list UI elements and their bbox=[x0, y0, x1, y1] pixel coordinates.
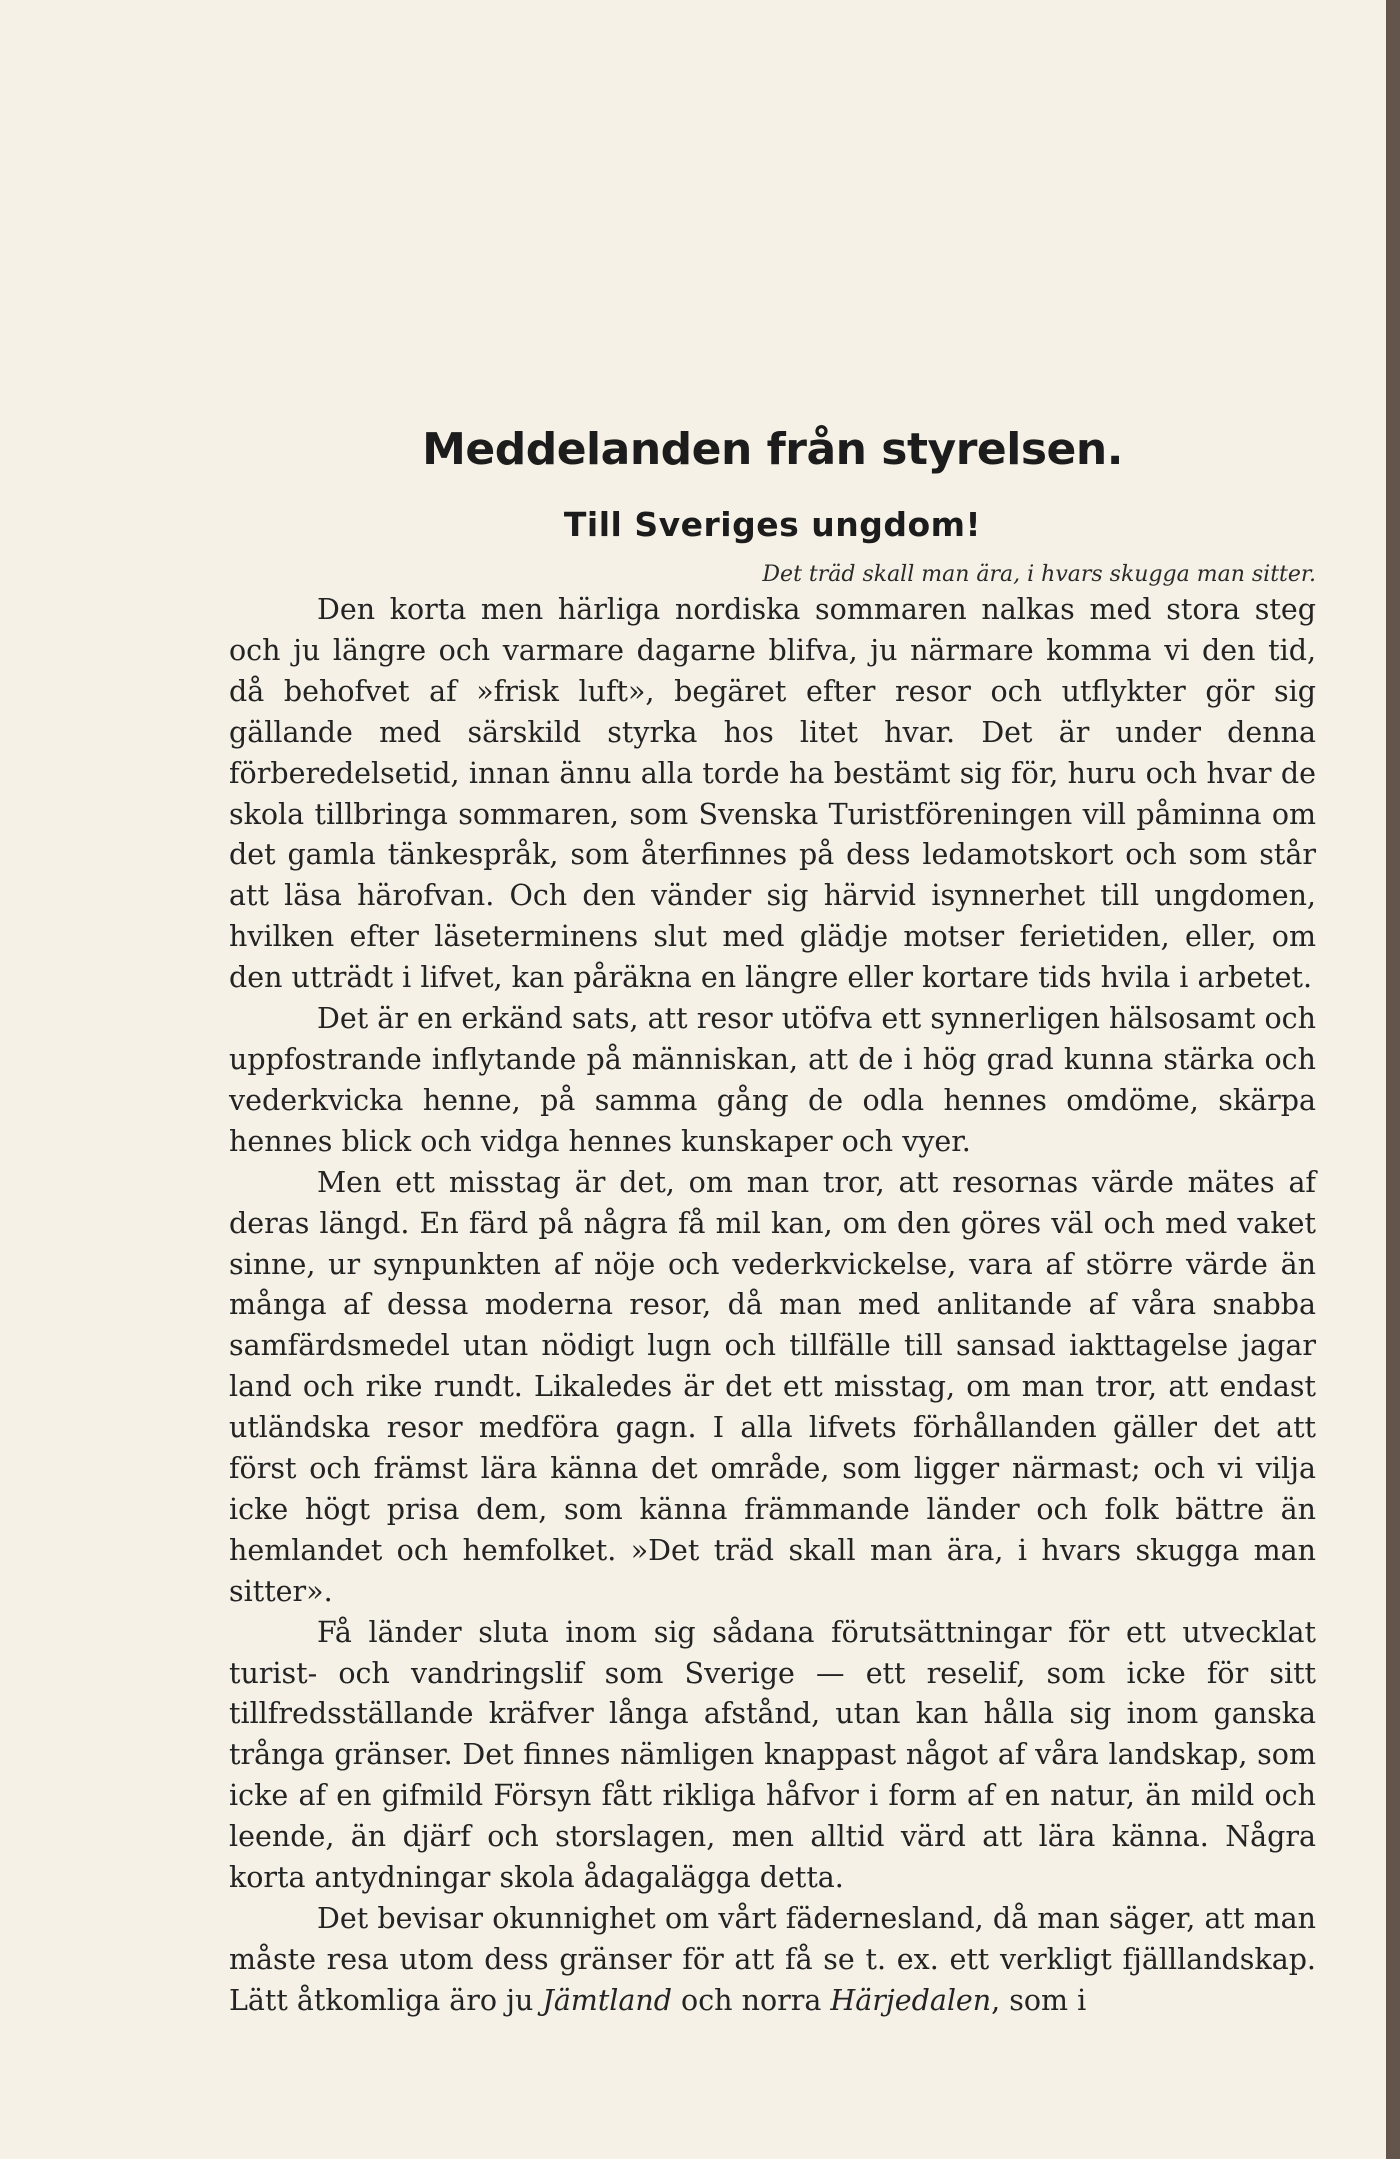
page-title: Meddelanden från styrelsen. bbox=[422, 424, 1123, 475]
place-name-jamtland: Jämtland bbox=[542, 1983, 672, 2017]
epigraph: Det träd skall man ära, i hvars skugga man sitter. bbox=[762, 562, 1316, 587]
paragraph-5-text-b: och norra bbox=[672, 1983, 831, 2017]
paragraph-5-text-a: Det bevisar okunnighet om vårt fädernesland, då man säger, att man måste resa utom dess gränser för att få se t. ex. ett verkligt fjälllandskap. Lätt åtkomliga äro ju bbox=[229, 1902, 1316, 2017]
paragraph-5 bbox=[229, 1899, 1316, 2022]
paragraph-3: Men ett misstag är det, om man tror, att resornas värde mätes af deras längd. En färd på några få mil kan, om den göres väl och med vaket sinne, ur synpunkten af nöje och vederkvickelse, vara af större värde än många af dessa moderna resor, då man med anlitande af våra snabba samfärdsmedel utan nödigt lugn och tillfälle till sansad iakttagelse jagar land och rike rundt. Likaledes är det ett misstag, om man tror, att endast utländska resor medföra gagn. I alla lifvets förhållanden gäller det att först och främst lära känna det område, som ligger närmast; och vi vilja icke högt prisa dem, som känna främmande länder och folk bättre än hemlandet och hemfolket. »Det träd skall man ära, i hvars skugga man sitter». bbox=[229, 1165, 1316, 1608]
binding-edge bbox=[1386, 0, 1400, 2159]
paragraph-5-text-c: , som i bbox=[991, 1983, 1087, 2017]
paragraph-1: Den korta men härliga nordiska sommaren nalkas med stora steg och ju längre och varmare dagarne blifva, ju närmare komma vi den tid, då behofvet af »frisk luft», begäret efter resor och utflykter gör sig gällande med särskild styrka hos litet hvar. Det är under denna förberedelsetid, innan ännu alla torde ha bestämt sig för, huru och hvar de skola tillbringa sommaren, som Svenska Turistföreningen vill påminna om det gamla tänkespråk, som återfinnes på dess ledamotskort och som står att läsa härofvan. Och den vänder sig härvid isynnerhet till ungdomen, hvilken efter läseterminens slut med glädje motser ferietiden, eller, om den utträdt i lifvet, kan påräkna en längre eller kortare tids hvila i arbetet. bbox=[229, 593, 1316, 995]
article-title: Till Sveriges ungdom! bbox=[563, 505, 982, 544]
text-column bbox=[229, 420, 1316, 2022]
paragraph-2: Det är en erkänd sats, att resor utöfva ett synnerligen hälsosamt och uppfostrande inflytande på människan, att de i hög grad kunna stärka och vederkvicka henne, på samma gång de odla hennes omdöme, skärpa hennes blick och vidga hennes kunskaper och vyer. bbox=[229, 1002, 1316, 1158]
paragraph-4: Få länder sluta inom sig sådana förutsättningar för ett utvecklat turist- och vandringslif som Sverige — ett reselif, som icke för sitt tillfredsställande kräfver långa afstånd, utan kan hålla sig inom ganska trånga gränser. Det finnes nämligen knappast något af våra landskap, som icke af en gifmild Försyn fått rikliga håfvor i form af en natur, än mild och leende, än djärf och storslagen, men alltid värd att lära känna. Några korta antydningar skola ådagalägga detta. bbox=[229, 1615, 1316, 1895]
place-name-harjedalen: Härjedalen bbox=[830, 1983, 992, 2017]
